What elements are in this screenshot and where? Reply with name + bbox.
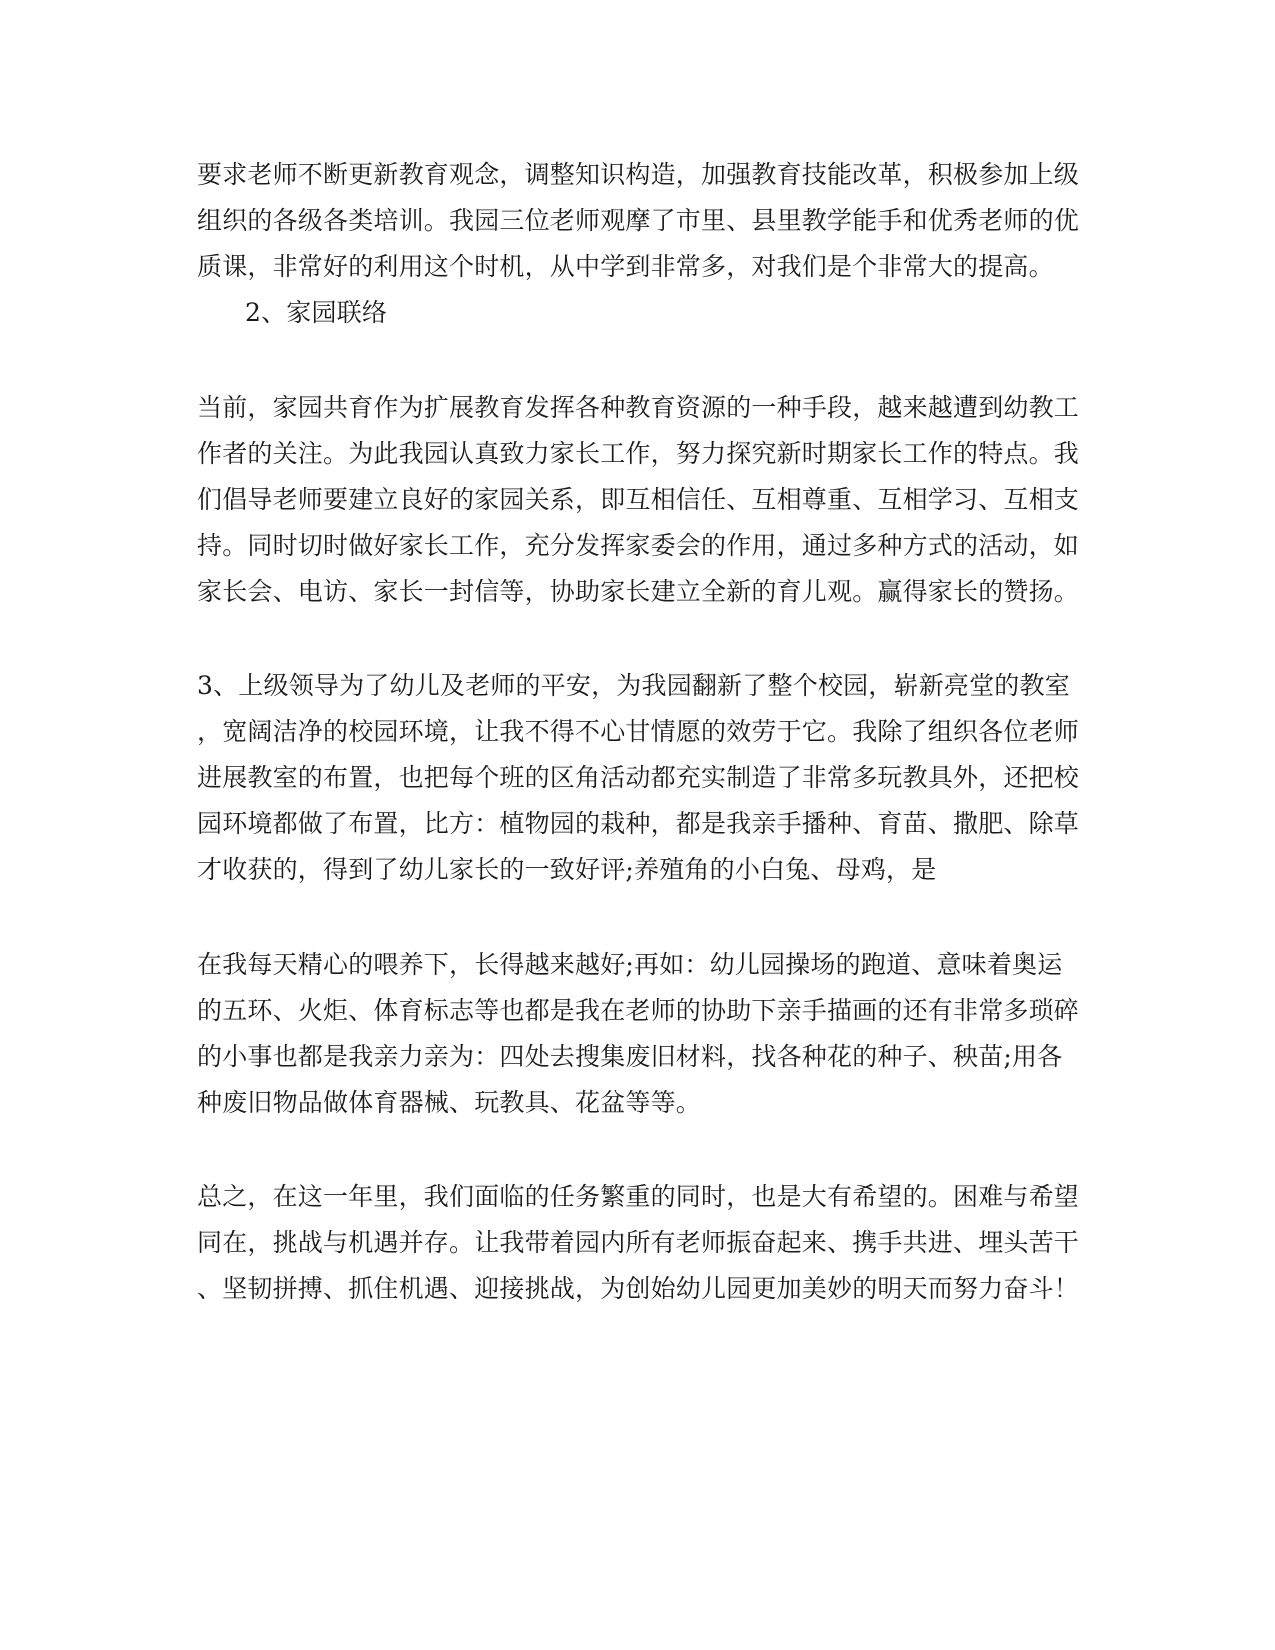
section-heading: 2、家园联络 [245,298,388,327]
text-line: 要求老师不断更新教育观念，调整知识构造，加强教育技能改革，积极参加上级 [197,160,1080,189]
text-line: 的小事也都是我亲力亲为：四处去搜集废旧材料，找各种花的种子、秧苗;用各 [197,1042,1063,1071]
text-line: 们倡导老师要建立良好的家园关系，即互相信任、互相尊重、互相学习、互相支 [197,485,1080,514]
text-line: 的五环、火炬、体育标志等也都是我在老师的协助下亲手描画的还有非常多琐碎 [197,996,1080,1025]
text-line: 质课，非常好的利用这个时机，从中学到非常多，对我们是个非常大的提高。 [197,252,1054,281]
text-line: 园环境都做了布置，比方：植物园的栽种，都是我亲手播种、育苗、撒肥、除草 [197,809,1080,838]
text-line: 在我每天精心的喂养下，长得越来越好;再如：幼儿园操场的跑道、意味着奥运 [197,950,1063,979]
text-line: 持。同时切时做好家长工作，充分发挥家委会的作用，通过多种方式的活动，如 [197,531,1080,560]
text-line: 种废旧物品做体育器械、玩教具、花盆等等。 [197,1088,702,1117]
text-line: 组织的各级各类培训。我园三位老师观摩了市里、县里教学能手和优秀老师的优 [197,206,1080,235]
text-line: 同在，挑战与机遇并存。让我带着园内所有老师振奋起来、携手共进、埋头苦干 [197,1228,1080,1257]
text-line: ，宽阔洁净的校园环境，让我不得不心甘情愿的效劳于它。我除了组织各位老师 [197,717,1080,746]
text-line: 、坚韧拼搏、抓住机遇、迎接挑战，为创始幼儿园更加美妙的明天而努力奋斗！ [197,1274,1080,1303]
text-line: 进展教室的布置，也把每个班的区角活动都充实制造了非常多玩教具外，还把校 [197,763,1080,792]
text-line: 总之，在这一年里，我们面临的任务繁重的同时，也是大有希望的。困难与希望 [197,1182,1080,1211]
text-line: 作者的关注。为此我园认真致力家长工作，努力探究新时期家长工作的特点。我 [197,439,1080,468]
text-line: 才收获的，得到了幼儿家长的一致好评;养殖角的小白兔、母鸡，是 [197,855,937,884]
text-line: 3、上级领导为了幼儿及老师的平安，为我园翻新了整个校园，崭新亮堂的教室 [197,671,1070,700]
text-line: 家长会、电访、家长一封信等，协助家长建立全新的育儿观。赢得家长的赞扬。 [197,577,1080,606]
text-line: 当前，家园共育作为扩展教育发挥各种教育资源的一种手段，越来越遭到幼教工 [197,393,1080,422]
